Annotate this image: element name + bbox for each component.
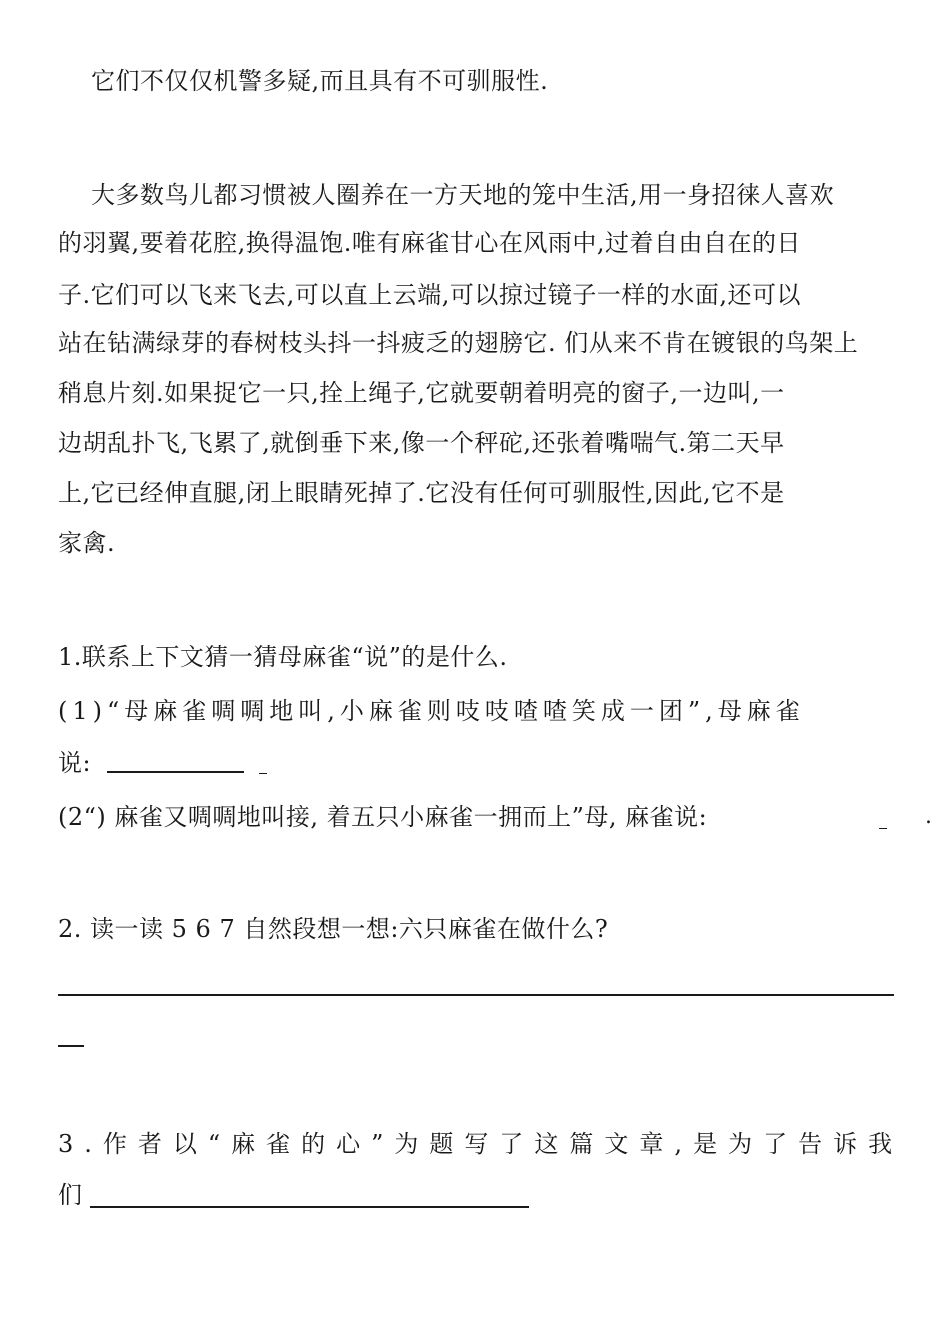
question-1-sub1-line-1: (1)“母麻雀啁啁地叫,小麻雀则吱吱喳喳笑成一团”,母麻雀 xyxy=(58,697,805,725)
passage-line-1: 它们不仅仅机警多疑,而且具有不可驯服性. xyxy=(91,67,549,95)
passage-para2-line-8: 家禽. xyxy=(58,529,116,557)
question-3-line-1: 3.作者以“麻雀的心”为题写了这篇文章,是为了告诉我 xyxy=(58,1130,904,1158)
question-1-title: 1.联系上下文猜一猜母麻雀“说”的是什么. xyxy=(58,643,508,671)
question-1-sub1-line-2: 说: xyxy=(58,749,92,777)
question-2-title: 2. 读一读 5 6 7 自然段想一想:六只麻雀在做什么? xyxy=(58,915,609,943)
question-1-sub2-end: . xyxy=(925,804,932,829)
answer-line-q2[interactable] xyxy=(58,994,894,996)
answer-blank-q1-2[interactable] xyxy=(879,828,887,829)
passage-para2-line-1: 大多数鸟儿都习惯被人圈养在一方天地的笼中生活,用一身招徕人喜欢 xyxy=(91,181,835,209)
question-1-sub2: (2“) 麻雀又啁啁地叫接, 着五只小麻雀一拥而上”母, 麻雀说: xyxy=(58,803,708,831)
passage-para2-line-5: 稍息片刻.如果捉它一只,拴上绳子,它就要朝着明亮的窗子,一边叫,一 xyxy=(58,379,785,407)
answer-line-q2-continued[interactable] xyxy=(58,1045,84,1047)
answer-blank-q1-1-tail xyxy=(259,773,267,774)
passage-para2-line-4: 站在钻满绿芽的春树枝头抖一抖疲乏的翅膀它. 们从来不肯在镀银的鸟架上 xyxy=(58,329,859,357)
question-3-line-2: 们 xyxy=(58,1181,83,1209)
answer-blank-q1-1[interactable] xyxy=(107,771,244,773)
passage-para2-line-3: 子.它们可以飞来飞去,可以直上云端,可以掠过镜子一样的水面,还可以 xyxy=(58,281,802,309)
answer-line-q3[interactable] xyxy=(90,1206,529,1208)
passage-para2-line-2: 的羽翼,要着花腔,换得温饱.唯有麻雀甘心在风雨中,过着自由自在的日 xyxy=(58,229,802,257)
passage-para2-line-7: 上,它已经伸直腿,闭上眼睛死掉了.它没有任何可驯服性,因此,它不是 xyxy=(58,479,785,507)
passage-para2-line-6: 边胡乱扑飞,飞累了,就倒垂下来,像一个秤砣,还张着嘴喘气.第二天早 xyxy=(58,429,785,457)
